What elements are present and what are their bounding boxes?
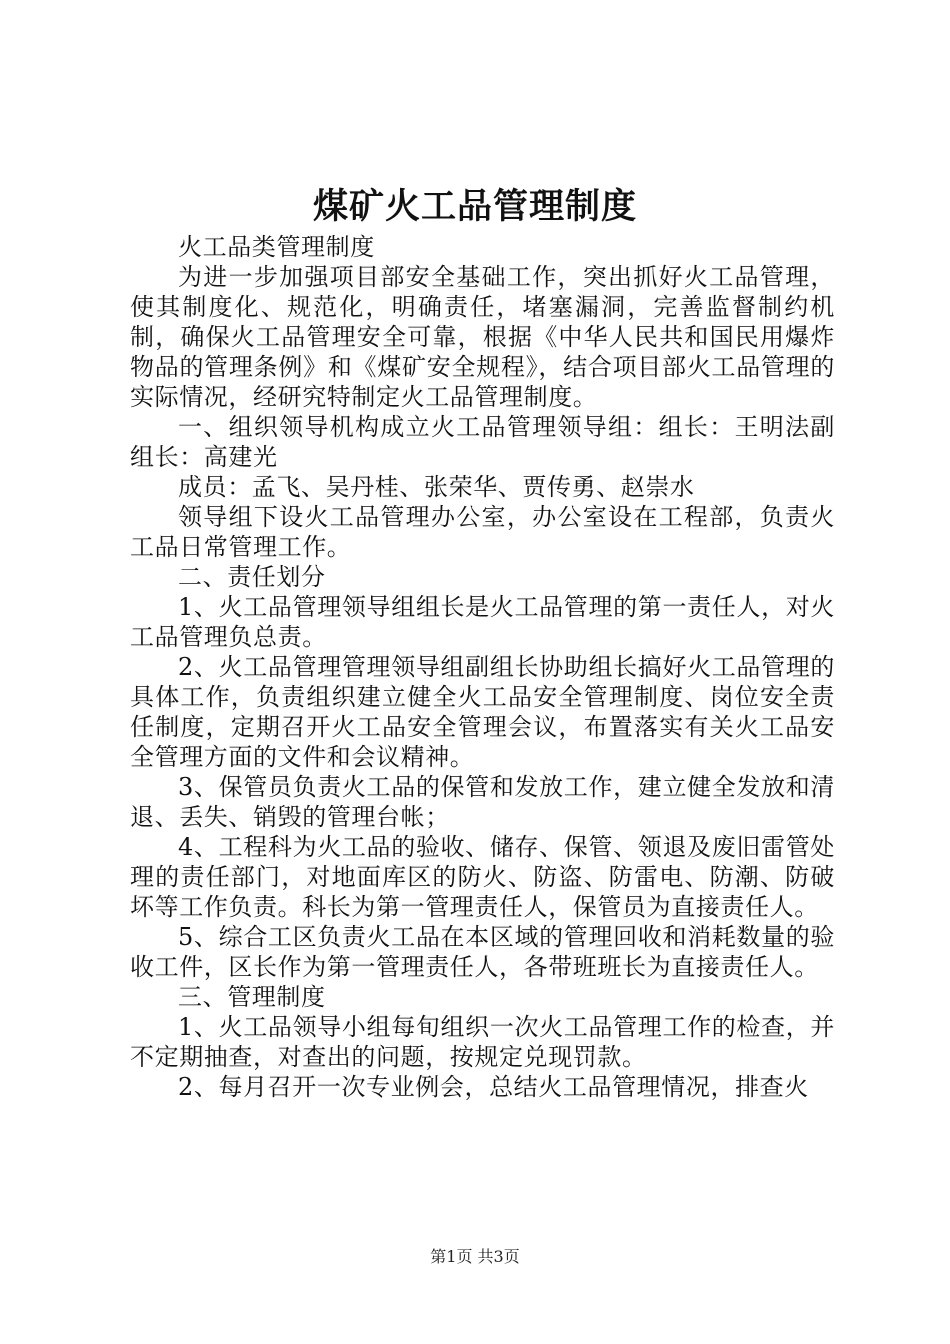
paragraph-duty-4: 4、工程科为火工品的验收、储存、保管、领退及废旧雷管处理的责任部门，对地面库区的防火、防盗、防雷电、防潮、防破坏等工作负责。科长为第一管理责任人，保管员为直接责任人。 bbox=[130, 833, 835, 921]
paragraph-section-2: 二、责任划分 bbox=[178, 563, 326, 591]
document-body bbox=[130, 232, 835, 1102]
page-footer: 第1页 共3页 bbox=[430, 1247, 520, 1266]
paragraph-duty-1: 1、火工品管理领导组组长是火工品管理的第一责任人，对火工品管理负总责。 bbox=[130, 593, 835, 651]
paragraph-heading: 火工品类管理制度 bbox=[178, 233, 375, 261]
document-title: 煤矿火工品管理制度 bbox=[312, 186, 637, 227]
paragraph-duty-5: 5、综合工区负责火工品在本区域的管理回收和消耗数量的验收工件，区长作为第一管理责任人，各带班班长为直接责任人。 bbox=[130, 923, 835, 981]
paragraph-duty-2: 2、火工品管理管理领导组副组长协助组长搞好火工品管理的具体工作，负责组织建立健全火工品安全管理制度、岗位安全责任制度，定期召开火工品安全管理会议，布置落实有关火工品安全管理方面的文件和会议精神。 bbox=[130, 653, 835, 771]
paragraph-duty-3: 3、保管员负责火工品的保管和发放工作，建立健全发放和清退、丢失、销毁的管理台帐； bbox=[130, 773, 835, 831]
paragraph-section-1: 一、组织领导机构成立火工品管理领导组：组长：王明法副组长：高建光 bbox=[130, 413, 835, 471]
paragraph-members: 成员：孟飞、吴丹桂、张荣华、贾传勇、赵崇水 bbox=[178, 473, 695, 501]
paragraph-rule-1: 1、火工品领导小组每旬组织一次火工品管理工作的检查，并不定期抽查，对查出的问题，按规定兑现罚款。 bbox=[130, 1013, 835, 1071]
paragraph-office: 领导组下设火工品管理办公室，办公室设在工程部，负责火工品日常管理工作。 bbox=[130, 503, 835, 561]
paragraph-rule-2: 2、每月召开一次专业例会，总结火工品管理情况，排查火 bbox=[178, 1073, 809, 1101]
paragraph-intro: 为进一步加强项目部安全基础工作，突出抓好火工品管理，使其制度化、规范化，明确责任，堵塞漏洞，完善监督制约机制，确保火工品管理安全可靠，根据《中华人民共和国民用爆炸物品的管理条例》和《煤矿安全规程》，结合项目部火工品管理的实际情况，经研究特制定火工品管理制度。 bbox=[130, 263, 835, 411]
paragraph-section-3: 三、管理制度 bbox=[178, 983, 326, 1011]
